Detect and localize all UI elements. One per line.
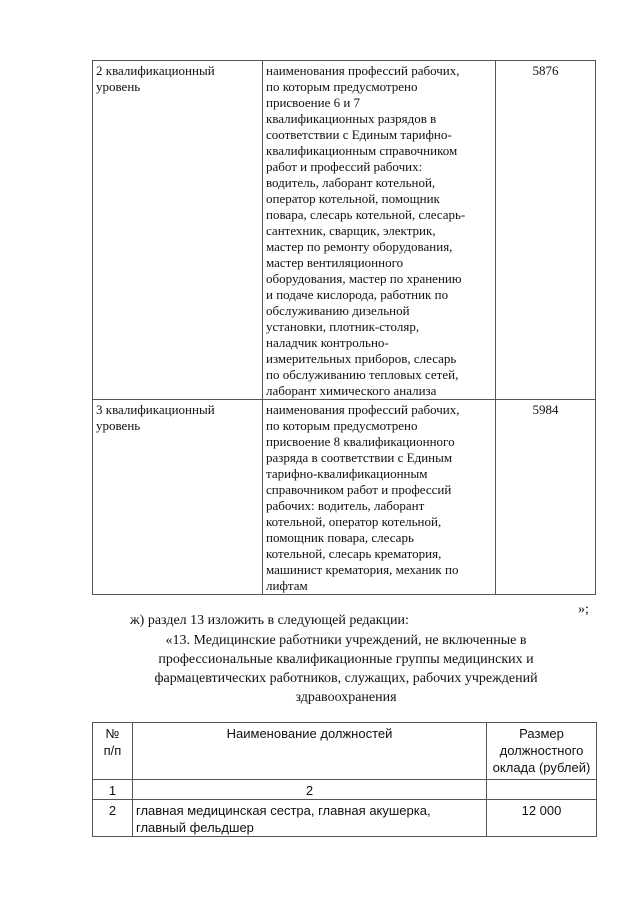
- numbering-cell: 2: [133, 780, 487, 800]
- row-salary: 12 000: [487, 800, 597, 837]
- header-salary: Размер должностного оклада (рублей): [487, 723, 597, 780]
- row-number: 2: [93, 800, 133, 837]
- header-number: № п/п: [93, 723, 133, 780]
- numbering-cell: 1: [93, 780, 133, 800]
- level-cell: 3 квалификационный уровень: [93, 400, 263, 595]
- header-position: Наименование должностей: [133, 723, 487, 780]
- positions-table: [92, 722, 597, 837]
- table-row: [93, 400, 596, 595]
- qualification-table: [92, 60, 596, 595]
- table-header-row: [93, 723, 597, 780]
- description-cell: наименования профессий рабочих, по которым предусмотрено присвоение 8 квалификационного разряда в соответствии с Единым тарифно-квалификационным справочником работ и профессий рабочих: водитель, лаборант котельной, оператор котельной, помощник повара, слесарь котельной, слесарь крематория, машинист крематория, механик по лифтам: [263, 400, 496, 595]
- level-cell: 2 квалификационный уровень: [93, 61, 263, 400]
- salary-cell: 5876: [496, 61, 596, 400]
- description-cell: наименования профессий рабочих, по которым предусмотрено присвоение 6 и 7 квалификационных разрядов в соответствии с Единым тарифно- квалификационным справочником работ и профессий рабочих: водитель, лаборант котельной, оператор котельной, помощник повара, слесарь котельной, слесарь- сантехник, сварщик, электрик, мастер по ремонту оборудования, мастер вентиляционного оборудования, мастер по хранению и подаче кислорода, работник по обслуживанию дизельной установки, плотник-столяр, наладчик контрольно- измерительных приборов, слесарь по обслуживанию тепловых сетей, лаборант химического анализа: [263, 61, 496, 400]
- section-heading: «13. Медицинские работники учреждений, не включенные в профессиональные квалификационные группы медицинских и фармацевтических работников, служащих, рабочих учреждений здравоохранения: [154, 633, 538, 705]
- numbering-cell: [487, 780, 597, 800]
- salary-cell: 5984: [496, 400, 596, 595]
- table-row: [93, 800, 597, 837]
- row-position: главная медицинская сестра, главная акушерка, главный фельдшер: [133, 800, 487, 837]
- table-row: [93, 61, 596, 400]
- closing-quote: »;: [578, 602, 589, 617]
- numbering-row: [93, 780, 597, 800]
- amendment-line: ж) раздел 13 изложить в следующей редакции:: [130, 613, 409, 628]
